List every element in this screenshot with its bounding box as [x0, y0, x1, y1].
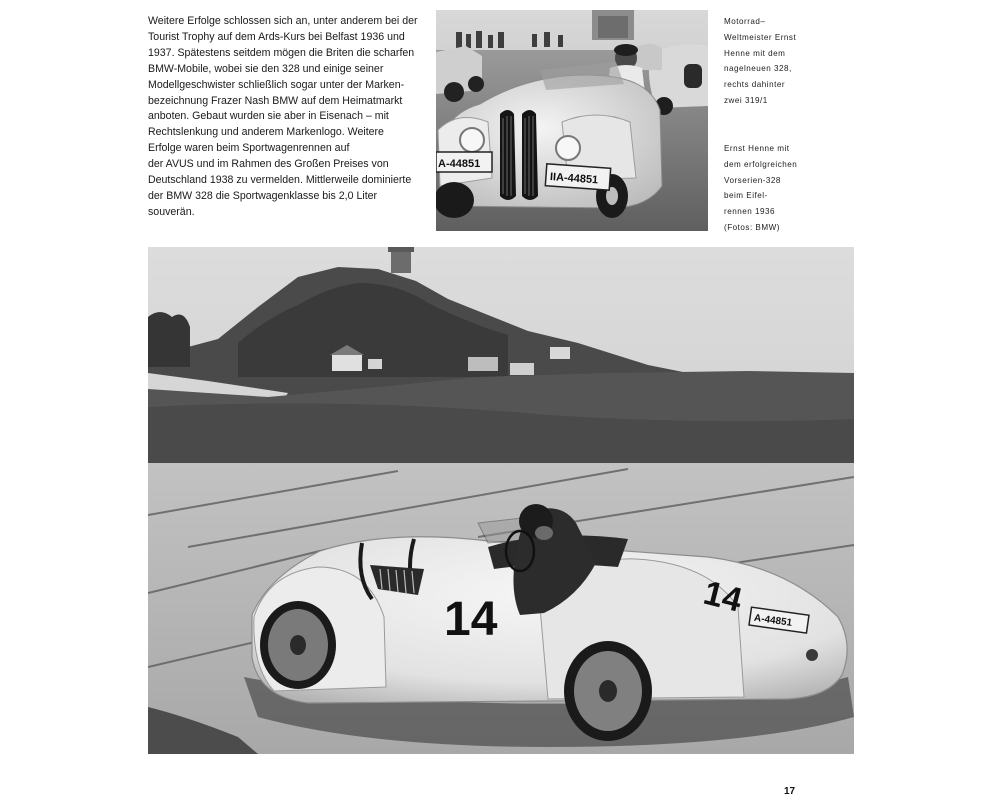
body-text-line: der AVUS und im Rahmen des Großen Preises von: [148, 158, 389, 171]
caption-line: Henne mit dem: [724, 48, 786, 58]
photo-henne-with-328-illustration: [436, 10, 708, 231]
front-plate-right: IIA-44851: [549, 171, 599, 187]
page-number: 17: [784, 786, 796, 797]
caption-line: Weltmeister Ernst: [724, 32, 797, 42]
body-text-line: Deutschland 1938 zu vermelden. Mittlerweile dominierte: [148, 174, 412, 187]
caption-line: nagelneuen 328,: [724, 64, 792, 74]
body-text: [148, 14, 424, 221]
caption-line: zwei 319/1: [724, 95, 768, 105]
body-text-line: BMW-Mobile, wobei sie den 328 und einige seiner: [148, 62, 384, 75]
body-text-line: Tourist Trophy auf dem Ards-Kurs bei Belfast 1936 und: [148, 30, 405, 43]
photo-eifelrennen-illustration: [148, 247, 854, 754]
race-number-door: 14: [444, 593, 498, 646]
caption-line: (Fotos: BMW): [724, 222, 780, 232]
body-text-line: der BMW 328 die Sportwagenklasse bis 2,0 Liter: [148, 189, 378, 202]
caption-top-photo: [724, 14, 844, 109]
race-number-tail: 14: [699, 573, 746, 620]
body-text-line: 1937. Spätestens seitdem mögen die Briten die scharfen: [148, 46, 415, 59]
caption-line: dem erfolgreichen: [724, 159, 798, 169]
caption-line: Vorserien-328: [724, 175, 781, 185]
caption-line: rennen 1936: [724, 207, 775, 217]
photo-henne-with-328: [436, 10, 708, 231]
front-plate-left: A-44851: [438, 158, 481, 170]
body-text-line: Modellgeschwister schließlich sogar unter der Marken-: [148, 78, 405, 91]
body-text-line: souverän.: [148, 205, 195, 218]
caption-main-photo: [724, 141, 844, 236]
caption-line: rechts dahinter: [724, 80, 786, 90]
caption-line: Motorrad–: [724, 17, 766, 26]
body-text-line: Erfolge waren beim Sportwagenrennen auf: [148, 142, 350, 155]
body-text-line: Rechtslenkung und anderem Markenlogo. Weitere: [148, 126, 384, 139]
photo-eifelrennen-1936: [148, 247, 854, 754]
caption-line: beim Eifel-: [724, 191, 768, 201]
caption-line: Ernst Henne mit: [724, 144, 790, 153]
body-text-line: bezeichnung Frazer Nash BMW auf dem Heimatmarkt: [148, 94, 403, 107]
body-text-line: Weitere Erfolge schlossen sich an, unter anderem bei der: [148, 15, 418, 27]
rear-plate: A-44851: [753, 612, 793, 629]
body-text-line: anboten. Gebaut wurden sie aber in Eisenach – mit: [148, 110, 389, 123]
